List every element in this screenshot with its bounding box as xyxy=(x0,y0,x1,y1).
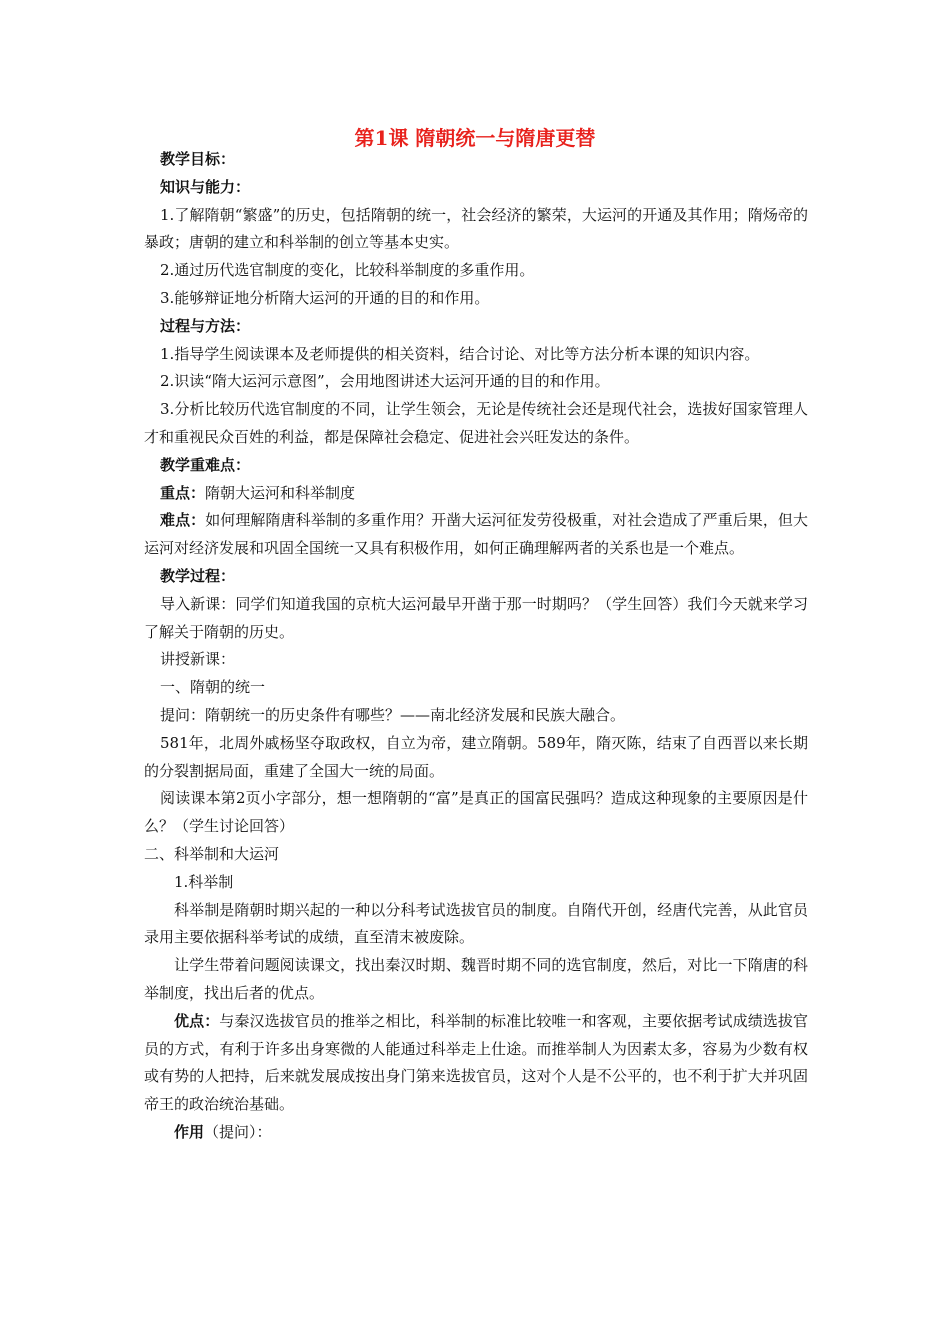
section-1-title: 一、隋朝的统一 xyxy=(160,678,266,697)
process-item-3: 3.分析比较历代选官制度的不同，让学生领会，无论是传统社会还是现代社会，选拔好国家管理人才和重视民众百姓的利益，都是保障社会稳定、促进社会兴旺发达的条件。 xyxy=(144,400,808,446)
merit-label: 优点： xyxy=(174,1011,220,1030)
lesson-title: 第1课 隋朝统一与隋唐更替 xyxy=(354,126,596,150)
process-method-heading: 过程与方法： xyxy=(160,316,251,335)
knowledge-ability-heading: 知识与能力： xyxy=(160,177,251,196)
document-body xyxy=(144,146,808,1147)
effect-label: 作用 xyxy=(174,1122,205,1141)
key-difficult-heading: 教学重难点： xyxy=(160,455,251,474)
subsection-keju-title: 1.科举制 xyxy=(174,872,234,891)
effect-paragraph xyxy=(144,1119,808,1147)
process-item-2: 2.识读“隋大运河示意图”，会用地图讲述大运河开通的目的和作用。 xyxy=(160,372,610,391)
knowledge-item-3: 3.能够辩证地分析隋大运河的开通的目的和作用。 xyxy=(160,288,490,307)
difficulty-label: 难点： xyxy=(160,511,206,530)
intro-paragraph: 导入新课：同学们知道我国的京杭大运河最早开凿于那一时期吗？（学生回答）我们今天就来学习了解关于隋朝的历史。 xyxy=(144,594,808,641)
history-paragraph: 581年，北周外戚杨坚夺取政权，自立为帝，建立隋朝。589年，隋灭陈，结束了自西晋以来长期的分裂割据局面，重建了全国大一统的局面。 xyxy=(144,733,808,780)
teaching-goals-heading: 教学目标： xyxy=(160,150,236,168)
focus-paragraph xyxy=(144,480,808,508)
knowledge-item-1: 1.了解隋朝“繁盛”的历史，包括隋朝的统一，社会经济的繁荣，大运河的开通及其作用；隋炀帝的暴政；唐朝的建立和科举制的创立等基本史实。 xyxy=(144,205,808,252)
keju-definition-paragraph: 科举制是隋朝时期兴起的一种以分科考试选拔官员的制度。自隋代开创，经唐代完善，从此官员录用主要依据科举考试的成绩，直至清末被废除。 xyxy=(144,900,808,947)
focus-label: 重点： xyxy=(160,483,206,502)
difficulty-text: 如何理解隋唐科举制的多重作用？开凿大运河征发劳役极重，对社会造成了严重后果，但大运河对经济发展和巩固全国统一又具有积极作用，如何正确理解两者的关系也是一个难点。 xyxy=(144,511,808,558)
teaching-process-heading: 教学过程： xyxy=(160,566,236,585)
difficulty-paragraph xyxy=(144,507,808,563)
teach-label: 讲授新课： xyxy=(160,650,236,669)
merit-paragraph xyxy=(144,1008,808,1119)
knowledge-item-2: 2.通过历代选官制度的变化，比较科举制度的多重作用。 xyxy=(160,261,535,280)
effect-text: （提问）： xyxy=(204,1122,272,1141)
section-2-title: 二、科举制和大运河 xyxy=(144,844,280,863)
reading-paragraph: 阅读课本第2页小字部分，想一想隋朝的“富”是真正的国富民强吗？造成这种现象的主要原因是什么？（学生讨论回答） xyxy=(144,789,808,836)
question-paragraph: 提问：隋朝统一的历史条件有哪些？——南北经济发展和民族大融合。 xyxy=(160,705,626,724)
focus-text: 隋朝大运河和科举制度 xyxy=(205,483,356,502)
process-item-1: 1.指导学生阅读课本及老师提供的相关资料，结合讨论、对比等方法分析本课的知识内容。 xyxy=(160,344,760,363)
keju-task-paragraph: 让学生带着问题阅读课文，找出秦汉时期、魏晋时期不同的选官制度，然后，对比一下隋唐的科举制度，找出后者的优点。 xyxy=(144,956,808,1002)
merit-text: 与秦汉选拔官员的推举之相比，科举制的标准比较唯一和客观，主要依据考试成绩选拔官员的方式，有利于许多出身寒微的人能通过科举走上仕途。而推举制人为因素太多，容易为少数有权或有势的人把持，后来就发展成按出身门第来选拔官员，这对个人是不公平的，也不利于扩大并巩固帝王的政治统治基础。 xyxy=(144,1011,808,1114)
